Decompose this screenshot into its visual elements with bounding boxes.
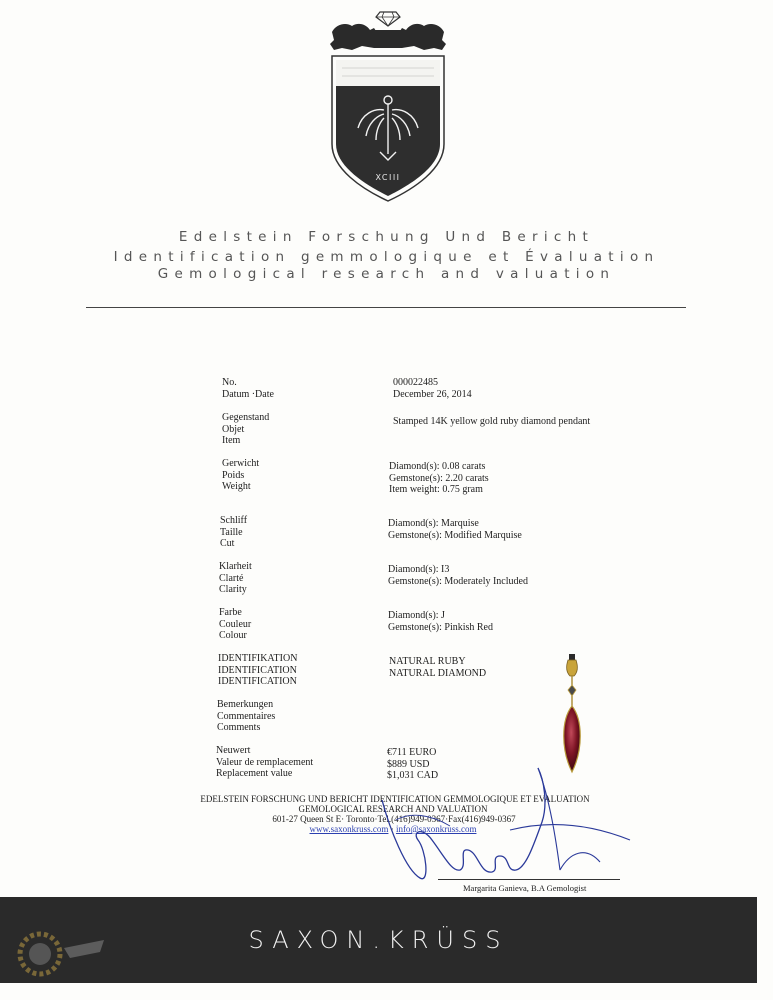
clarity-value: Gemstone(s): Moderately Included xyxy=(388,575,528,587)
field-label: Taille xyxy=(220,526,243,538)
value-cad: $1,031 CAD xyxy=(387,770,439,781)
value-euro: €711 EURO xyxy=(387,747,437,758)
field-label: Replacement value xyxy=(216,768,293,779)
field-label: Valeur de remplacement xyxy=(216,756,314,768)
field-labels-colour xyxy=(219,607,251,642)
weight-value: Diamond(s): 0.08 carats xyxy=(389,461,486,472)
field-label: Cut xyxy=(220,538,235,549)
lions-icon xyxy=(330,24,446,50)
colour-value: Gemstone(s): Pinkish Red xyxy=(388,621,493,633)
email-link[interactable]: info@saxonkruss.com xyxy=(395,824,477,834)
gemologist-name: Margarita Ganieva, B.A Gemologist xyxy=(463,883,587,893)
item-description: Stamped 14K yellow gold ruby diamond pendant xyxy=(393,416,591,427)
pendant-photo xyxy=(552,652,592,776)
field-label: No. xyxy=(222,377,237,388)
website-link[interactable]: www.saxonkruss.com xyxy=(309,824,389,834)
field-label: Datum ·Date xyxy=(222,388,274,400)
field-label: Clarté xyxy=(219,572,244,584)
brand-name: SAXON.KRÜSS xyxy=(248,926,509,954)
field-label: Poids xyxy=(222,469,245,481)
cut-value: Diamond(s): Marquise xyxy=(388,518,479,529)
certificate-number: 000022485 xyxy=(393,377,438,388)
field-labels-identification xyxy=(218,653,297,688)
header-line-french: Identification gemmologique et Évaluation xyxy=(113,249,660,265)
field-values-identification xyxy=(389,656,486,679)
field-values-number-date xyxy=(393,377,472,400)
field-label: Item xyxy=(222,435,241,446)
footer-company-line: EDELSTEIN FORSCHUNG UND BERICHT IDENTIFICATION GEMMOLOGIQUE ET EVALUATION xyxy=(200,794,590,804)
weight-value: Item weight: 0.75 gram xyxy=(389,484,483,495)
identification-value: NATURAL DIAMOND xyxy=(389,667,487,679)
field-values-clarity xyxy=(388,564,528,587)
field-values-colour xyxy=(388,610,493,633)
field-labels-item xyxy=(222,412,269,447)
field-label: Schliff xyxy=(220,515,248,526)
field-label: IDENTIFIKATION xyxy=(218,653,298,664)
header-line-german: Edelstein Forschung Und Bericht xyxy=(178,229,595,245)
clarity-value: Diamond(s): I3 xyxy=(388,564,450,575)
cut-value: Gemstone(s): Modified Marquise xyxy=(388,529,522,541)
crest-text: XCIII xyxy=(375,173,401,182)
identification-value: NATURAL RUBY xyxy=(389,656,466,667)
certificate-date: December 26, 2014 xyxy=(393,388,472,400)
weight-value: Gemstone(s): 2.20 carats xyxy=(389,472,489,484)
field-values-weight xyxy=(389,461,489,496)
field-values-item xyxy=(393,416,590,428)
field-label: Bemerkungen xyxy=(217,699,274,710)
field-label: Gerwicht xyxy=(222,458,260,469)
field-label: Couleur xyxy=(219,618,252,630)
field-label: Weight xyxy=(222,481,251,492)
header-line-english: Gemological research and valuation xyxy=(157,266,616,282)
field-label: Objet xyxy=(222,423,245,435)
field-labels-cut xyxy=(220,515,247,550)
field-label: Klarheit xyxy=(219,561,252,572)
field-label: IDENTIFICATION xyxy=(218,676,297,687)
field-label: Farbe xyxy=(219,607,242,618)
field-label: Clarity xyxy=(219,584,247,595)
diamond-icon xyxy=(376,12,400,26)
field-labels-replacement-value xyxy=(216,745,313,780)
header-divider xyxy=(86,307,686,308)
value-usd: $889 USD xyxy=(387,758,430,770)
field-label: Neuwert xyxy=(216,745,251,756)
field-label: IDENTIFICATION xyxy=(218,664,297,676)
field-label: Comments xyxy=(217,722,261,733)
field-label: Colour xyxy=(219,630,247,641)
watermark-logo xyxy=(4,930,114,996)
field-labels-clarity xyxy=(219,561,252,596)
signature-line xyxy=(438,879,620,880)
field-label: Gegenstand xyxy=(222,412,270,423)
footer-address-line: 601-27 Queen St E· Toronto·Tel.(416)949-0367·Fax(416)949-0367 xyxy=(272,814,516,824)
footer-subtitle-line: GEMOLOGICAL RESEARCH AND VALUATION xyxy=(298,804,488,814)
field-label: Commentaires xyxy=(217,710,276,722)
crest-logo xyxy=(318,4,458,209)
field-labels-comments xyxy=(217,699,275,734)
field-values-cut xyxy=(388,518,522,541)
field-labels-weight xyxy=(222,458,259,493)
footer-contact-line: www.saxonkruss.com · info@saxonkruss.com xyxy=(309,824,477,834)
colour-value: Diamond(s): J xyxy=(388,610,445,621)
field-labels-number-date xyxy=(222,377,274,400)
